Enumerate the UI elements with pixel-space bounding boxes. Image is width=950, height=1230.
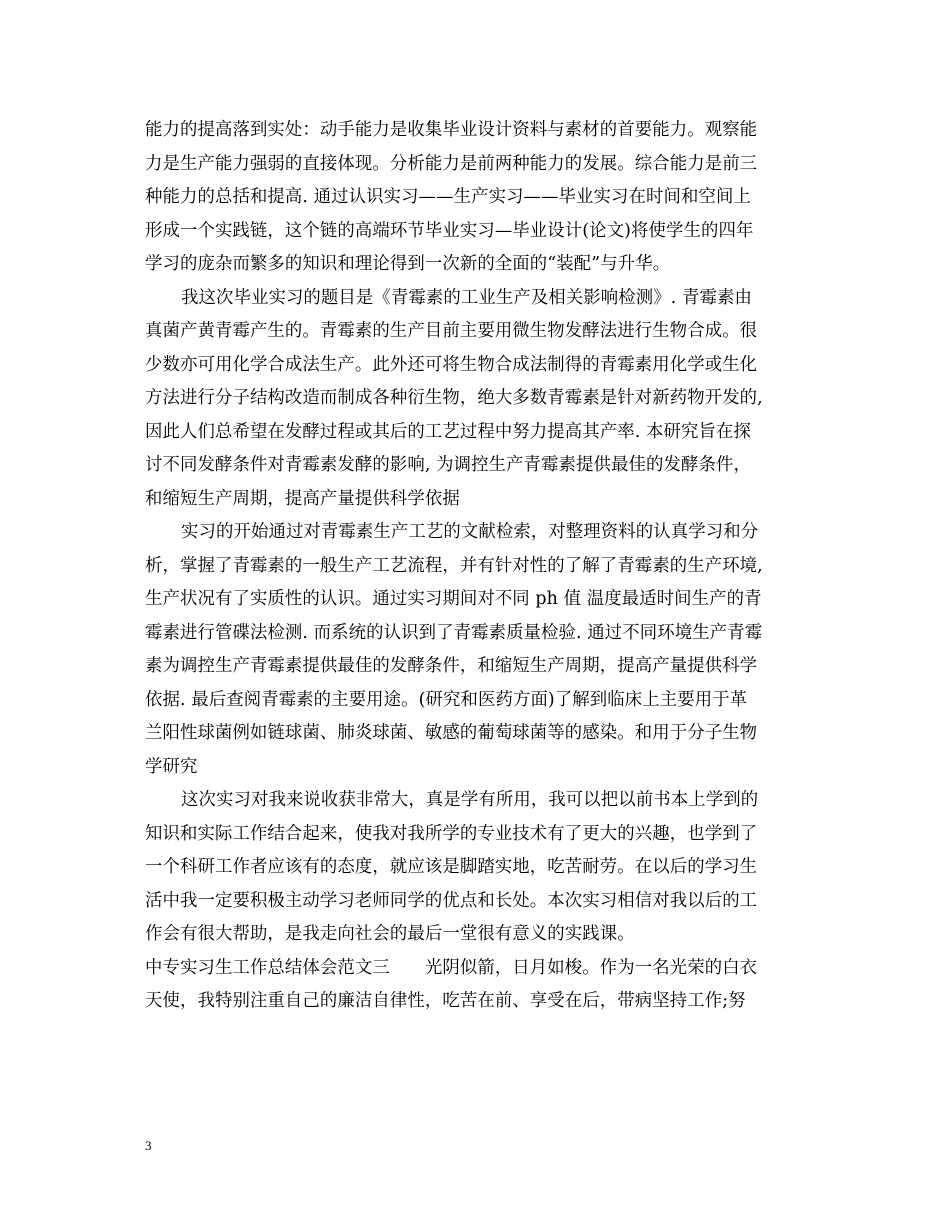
text-line: 力是生产能力强弱的直接体现。分析能力是前两种能力的发展。综合能力是前三 [145, 153, 758, 174]
text-line: 作会有很大帮助，是我走向社会的最后一堂很有意义的实践课。 [145, 924, 635, 944]
text-line: 能力的提高落到实处：动手能力是收集毕业设计资料与素材的首要能力。观察能 [145, 120, 758, 140]
text-line: 兰阳性球菌例如链球菌、肺炎球菌、敏感的葡萄球菌等的感染。和用于分子生物 [145, 723, 758, 743]
text-line: 天使，我特别注重自己的廉洁自律性，吃苦在前、享受在后，带病坚持工作;努 [145, 991, 746, 1011]
text-line: 方法进行分子结构改造而制成各种衍生物，绝大多数青霉素是针对新药物开发的, [145, 388, 763, 408]
text-line: 讨不同发酵条件对青霉素发酵的影响, 为调控生产青霉素提供最佳的发酵条件， [145, 455, 751, 475]
text-line: 少数亦可用化学合成法生产。此外还可将生物合成法制得的青霉素用化学或生化 [145, 354, 758, 375]
body-text [145, 114, 805, 1019]
text-line: 实习的开始通过对青霉素生产工艺的文献检索，对整理资料的认真学习和分 [181, 522, 759, 542]
text-line: 这次实习对我来说收获非常大，真是学有所用，我可以把以前书本上学到的 [181, 790, 759, 810]
text-line: 霉素进行管碟法检测. 而系统的认识到了青霉素质量检验. 通过不同环境生产青霉 [145, 622, 763, 643]
text-line: 活中我一定要积极主动学习老师同学的优点和长处。本次实习相信对我以后的工 [145, 890, 758, 911]
text-line: 生产状况有了实质性的认识。通过实习期间对不同 ph 值 温度最适时间生产的青 [145, 589, 762, 609]
text-line: 我这次毕业实习的题目是《青霉素的工业生产及相关影响检测》. 青霉素由 [181, 287, 752, 308]
page-number: 3 [145, 1138, 152, 1153]
text-line: 依据. 最后查阅青霉素的主要用途。(研究和医药方面)了解到临床上主要用于革 [145, 689, 748, 710]
text-line: 素为调控生产青霉素提供最佳的发酵条件，和缩短生产周期，提高产量提供科学 [145, 656, 758, 676]
text-line: 学研究 [145, 756, 198, 777]
text-line: 中专实习生工作总结体会范文三 光阴似箭，日月如梭。作为一名光荣的白衣 [145, 957, 758, 978]
text-line: 种能力的总括和提高. 通过认识实习——生产实习——毕业实习在时间和空间上 [145, 187, 751, 207]
text-line: 形成一个实践链，这个链的高端环节毕业实习—毕业设计(论文)将使学生的四年 [145, 220, 754, 241]
text-line: 一个科研工作者应该有的态度，就应该是脚踏实地，吃苦耐劳。在以后的学习生 [145, 857, 758, 877]
text-line: 知识和实际工作结合起来，使我对我所学的专业技术有了更大的兴趣，也学到了 [145, 823, 758, 844]
text-line: 因此人们总希望在发酵过程或其后的工艺过程中努力提高其产率. 本研究旨在探 [145, 421, 751, 442]
text-line: 学习的庞杂而繁多的知识和理论得到一次新的全面的“装配”与升华。 [145, 254, 671, 274]
text-line: 析，掌握了青霉素的一般生产工艺流程，并有针对性的了解了青霉素的生产环境, [145, 555, 763, 576]
text-line: 真菌产黄青霉产生的。青霉素的生产目前主要用微生物发酵法进行生物合成。很 [145, 321, 758, 341]
text-line: 和缩短生产周期，提高产量提供科学依据 [145, 488, 460, 509]
